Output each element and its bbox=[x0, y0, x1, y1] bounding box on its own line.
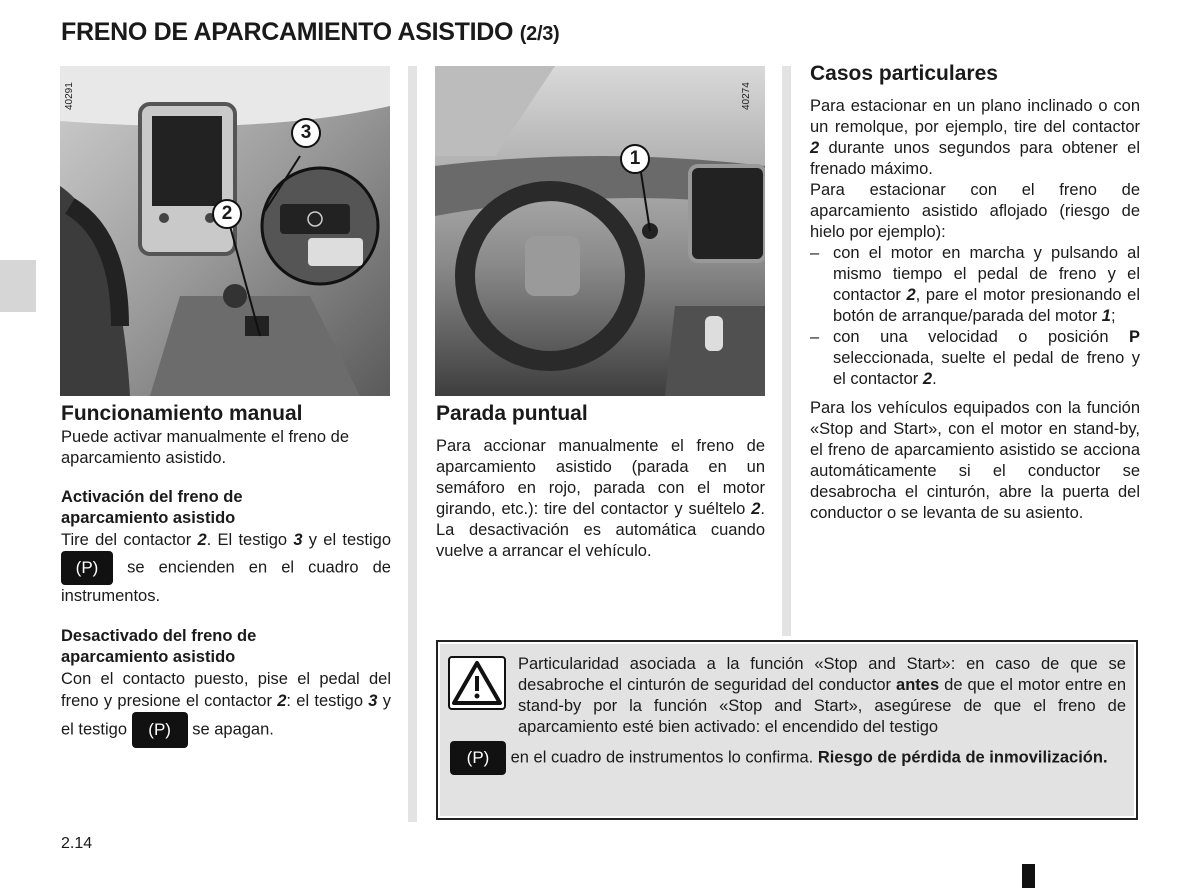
column-divider bbox=[408, 66, 417, 822]
stop-text: Para accionar manualmente el freno de aparcamiento asistido (parada en un semáforo en rojo, parada con el motor girando, etc.): tire del contactor y suéltelo 2. La desactivación es automática cuando vuelve a arrancar el vehículo. bbox=[436, 437, 765, 560]
parking-brake-warning-lamp-icon: (P) bbox=[450, 741, 506, 775]
callout-3: 3 bbox=[291, 118, 321, 148]
special-cases-body bbox=[810, 96, 1140, 524]
warning-triangle-icon bbox=[448, 656, 506, 710]
list-item: – con una velocidad o posición P seleccionada, suelte el pedal de freno y el contactor 2. bbox=[810, 327, 1140, 390]
manual-section-title: Funcionamiento manual bbox=[61, 402, 303, 425]
figure-number: 40274 bbox=[741, 82, 752, 110]
stop-section-title: Parada puntual bbox=[436, 402, 588, 425]
section-tab bbox=[0, 260, 36, 312]
parking-brake-switch-photo bbox=[60, 66, 390, 396]
special-paragraph: Para estacionar con el freno de aparcamiento asistido aflojado (riesgo de hielo por ejemplo): bbox=[810, 181, 1140, 241]
parking-brake-warning-lamp-icon: (P) bbox=[132, 712, 188, 748]
start-stop-button-photo bbox=[435, 66, 765, 396]
warning-text-end: (P) en el cuadro de instrumentos lo confirma. Riesgo de pérdida de inmovilización. bbox=[450, 741, 1126, 775]
special-list bbox=[810, 243, 1140, 390]
special-cases-title: Casos particulares bbox=[810, 62, 998, 85]
callout-1: 1 bbox=[620, 144, 650, 174]
special-paragraph: Para los vehículos equipados con la función «Stop and Start», con el motor en stand-by, el freno de aparcamiento asistido se acciona automáticamente si el conductor se desabrocha el cinturón, abre la puerta del conductor o se levanta de su asiento. bbox=[810, 399, 1140, 522]
manual-intro: Puede activar manualmente el freno de aparcamiento asistido. bbox=[61, 428, 350, 467]
callout-2: 2 bbox=[212, 199, 242, 229]
activation-title: Activación del freno de aparcamiento asistido bbox=[61, 488, 243, 527]
column-divider bbox=[782, 66, 791, 636]
parking-brake-warning-lamp-icon: (P) bbox=[61, 551, 113, 585]
page-number: 2.14 bbox=[61, 835, 93, 852]
activation-text: Tire del contactor 2. El testigo 3 y el testigo (P) se encienden en el cuadro de instrumentos. bbox=[61, 531, 392, 605]
warning-text: Particularidad asociada a la función «Stop and Start»: en caso de que se desabroche el cinturón de seguridad del conductor antes de que el motor entre en stand-by por la función «Stop and Start», asegúrese de que el freno de aparcamiento esté bien activado: el encendido del testigo bbox=[518, 655, 1126, 736]
figure-number: 40291 bbox=[64, 82, 75, 110]
deactivation-title: Desactivado del freno de aparcamiento asistido bbox=[61, 627, 257, 666]
page-marker bbox=[1022, 864, 1035, 888]
deactivation-text: Con el contacto puesto, pise el pedal del freno y presione el contactor 2: el testigo 3 y el testigo (P) se apagan. bbox=[61, 668, 391, 748]
special-paragraph: Para estacionar en un plano inclinado o con un remolque, por ejemplo, tire del contactor 2 durante unos segundos para obtener el frenado máximo. bbox=[810, 97, 1140, 178]
list-item: – con el motor en marcha y pulsando al mismo tiempo el pedal de freno y el contactor 2, pare el motor presionando el botón de arranque/parada del motor 1; bbox=[810, 243, 1140, 327]
page-title: FRENO DE APARCAMIENTO ASISTIDO (2/3) bbox=[61, 18, 560, 46]
